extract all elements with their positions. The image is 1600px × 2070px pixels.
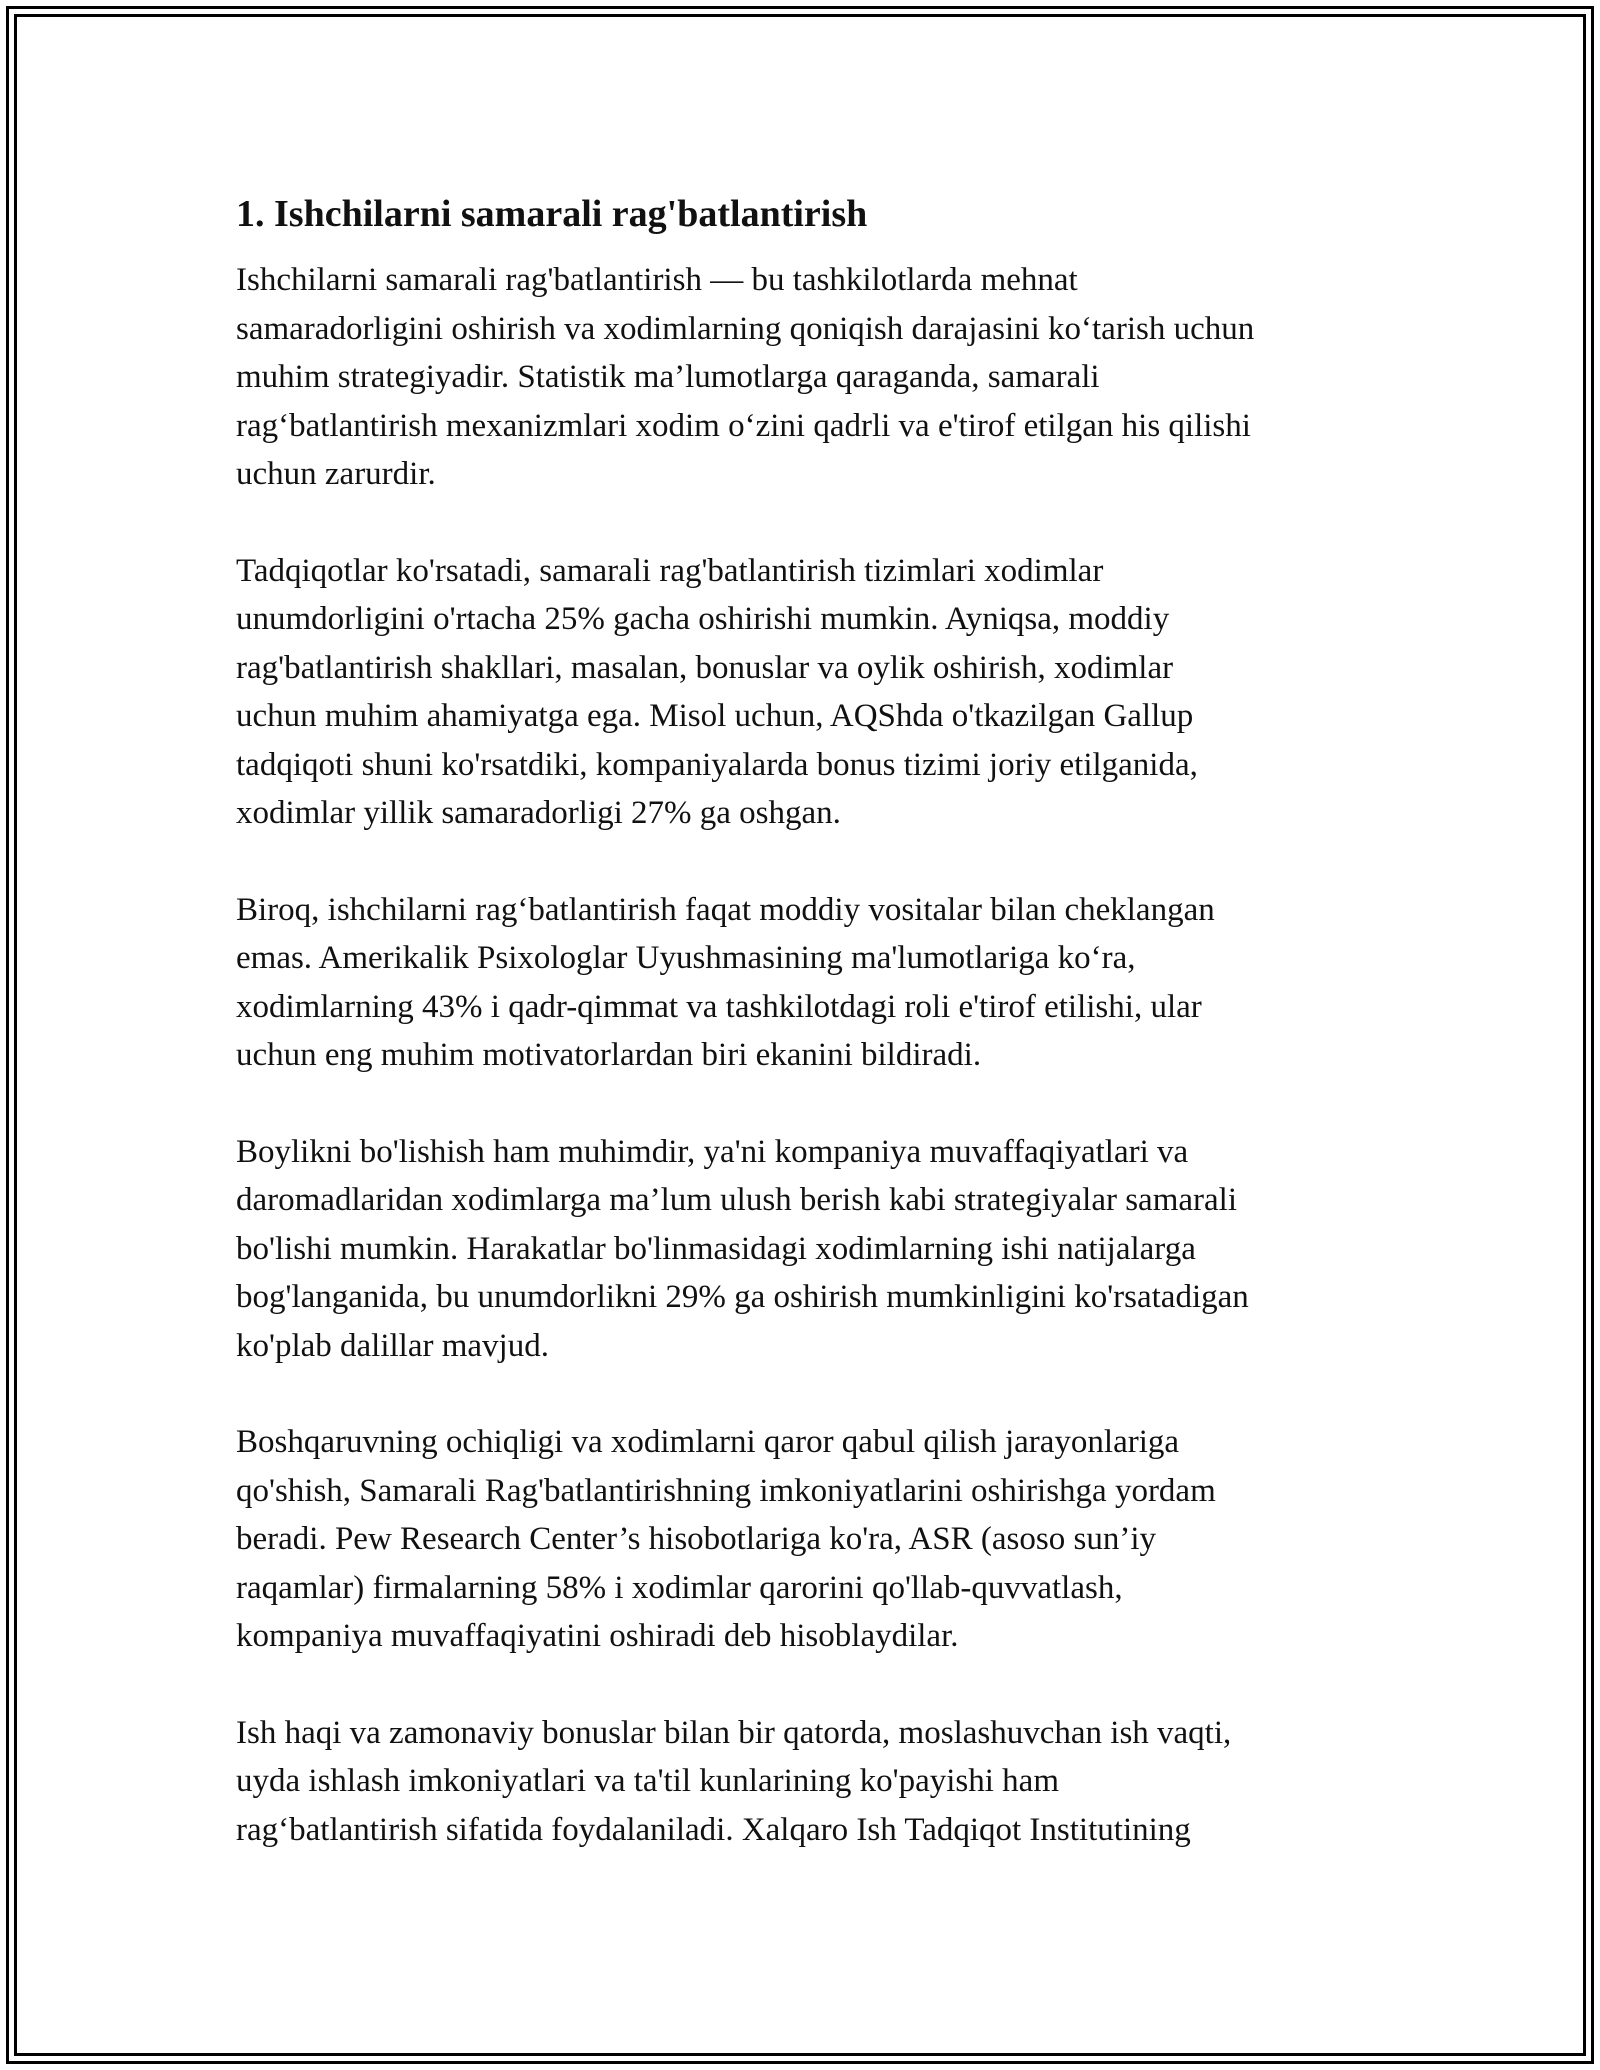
- text-line: muhim strategiyadir. Statistik ma’lumotlarga qaraganda, samarali: [236, 359, 1100, 395]
- text-line: Ish haqi va zamonaviy bonuslar bilan bir qatorda, moslashuvchan ish vaqti,: [236, 1714, 1232, 1751]
- document-body: [236, 188, 1386, 1902]
- paragraph-2: [236, 547, 1386, 838]
- text-line: emas. Amerikalik Psixologlar Uyushmasining ma'lumotlariga ko‘ra,: [236, 940, 1136, 976]
- paragraph-1: [236, 256, 1386, 499]
- text-line: rag‘batlantirish mexanizmlari xodim o‘zini qadrli va e'tirof etilgan his qilishi: [236, 407, 1251, 444]
- text-line: Tadqiqotlar ko'rsatadi, samarali rag'batlantirish tizimlari xodimlar: [236, 552, 1104, 589]
- text-line: ko'plab dalillar mavjud.: [236, 1327, 549, 1364]
- text-line: unumdorligini o'rtacha 25% gacha oshirishi mumkin. Ayniqsa, moddiy: [236, 601, 1170, 637]
- text-line: rag‘batlantirish sifatida foydalaniladi. Xalqaro Ish Tadqiqot Institutining: [236, 1811, 1191, 1848]
- text-line: uyda ishlash imkoniyatlari va ta'til kunlarining ko'payishi ham: [236, 1763, 1060, 1799]
- text-line: bog'langanida, bu unumdorlikni 29% ga oshirish mumkinligini ko'rsatadigan: [236, 1279, 1249, 1315]
- text-line: Boshqaruvning ochiqligi va xodimlarni qaror qabul qilish jarayonlariga: [236, 1424, 1180, 1460]
- text-line: raqamlar) firmalarning 58% i xodimlar qarorini qo'llab-quvvatlash,: [236, 1569, 1123, 1606]
- text-line: tadqiqoti shuni ko'rsatdiki, kompaniyalarda bonus tizimi joriy etilganida,: [236, 746, 1198, 783]
- text-line: xodimlarning 43% i qadr-qimmat va tashkilotdagi roli e'tirof etilishi, ular: [236, 988, 1202, 1025]
- section-heading: 1. Ishchilarni samarali rag'batlantirish: [236, 193, 868, 235]
- text-line: bo'lishi mumkin. Harakatlar bo'linmasidagi xodimlarning ishi natijalarga: [236, 1230, 1196, 1267]
- text-line: uchun zarurdir.: [236, 456, 436, 492]
- paragraph-6: [236, 1709, 1386, 1855]
- text-line: daromadlaridan xodimlarga ma’lum ulush berish kabi strategiyalar samarali: [236, 1182, 1237, 1218]
- text-line: uchun eng muhim motivatorlardan biri ekanini bildiradi.: [236, 1037, 982, 1073]
- text-line: rag'batlantirish shakllari, masalan, bonuslar va oylik oshirish, xodimlar: [236, 649, 1174, 686]
- paragraph-4: [236, 1128, 1386, 1371]
- text-line: Biroq, ishchilarni rag‘batlantirish faqat moddiy vositalar bilan cheklangan: [236, 891, 1215, 928]
- paragraph-3: [236, 886, 1386, 1080]
- text-line: samaradorligini oshirish va xodimlarning qoniqish darajasini ko‘tarish uchun: [236, 310, 1255, 347]
- text-line: qo'shish, Samarali Rag'batlantirishning imkoniyatlarini oshirishga yordam: [236, 1472, 1216, 1509]
- text-line: kompaniya muvaffaqiyatini oshiradi deb hisoblaydilar.: [236, 1618, 959, 1654]
- text-line: uchun muhim ahamiyatga ega. Misol uchun, AQShda o'tkazilgan Gallup: [236, 698, 1194, 734]
- text-line: xodimlar yillik samaradorligi 27% ga oshgan.: [236, 795, 841, 831]
- text-line: Boylikni bo'lishish ham muhimdir, ya'ni kompaniya muvaffaqiyatlari va: [236, 1133, 1189, 1170]
- text-line: Ishchilarni samarali rag'batlantirish — bu tashkilotlarda mehnat: [236, 262, 1078, 298]
- paragraph-5: [236, 1418, 1386, 1661]
- text-line: beradi. Pew Research Center’s hisobotlariga ko'ra, ASR (asoso sun’iy: [236, 1521, 1156, 1557]
